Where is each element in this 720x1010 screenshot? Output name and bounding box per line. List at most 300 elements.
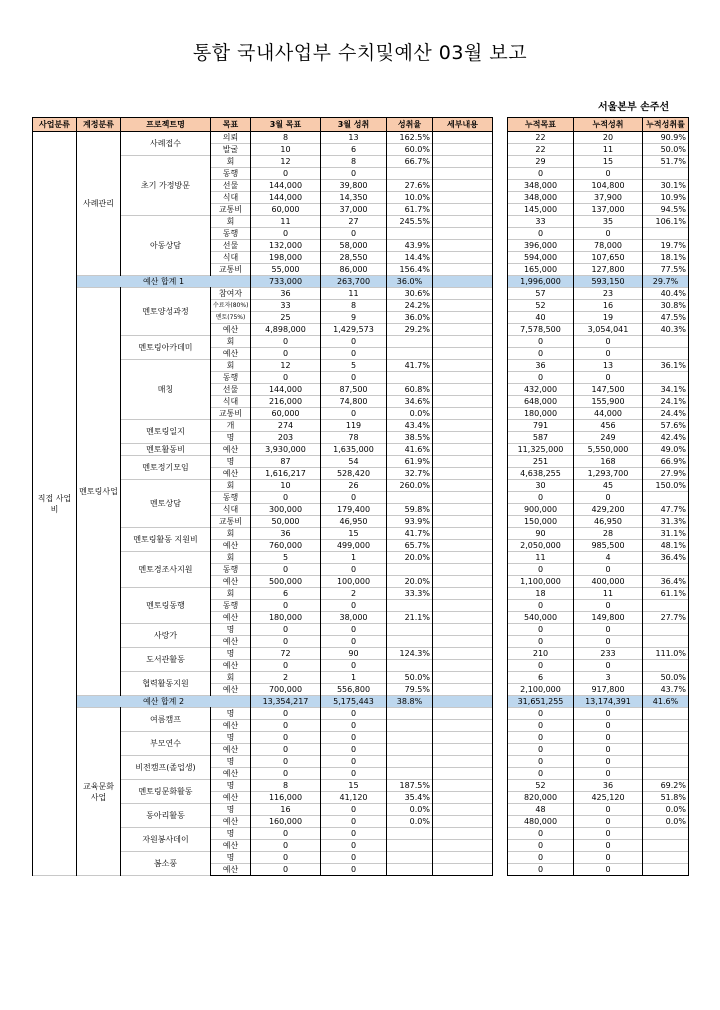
cumulative-rate-cell: 40.3% — [643, 324, 689, 336]
cumulative-rate-cell: 50.0% — [643, 144, 689, 156]
cumulative-row — [508, 180, 689, 192]
cumulative-achieved-cell: 19 — [574, 312, 643, 324]
header-cell: 사업분류 — [33, 118, 77, 132]
target-cell: 55,000 — [251, 264, 321, 276]
achieved-cell: 0 — [321, 228, 387, 240]
cumulative-row — [508, 168, 689, 180]
metric-cell: 명 — [211, 456, 251, 468]
cumulative-achieved-cell: 4 — [574, 552, 643, 564]
project-name-cell: 멘토링활동 지원비 — [121, 528, 211, 552]
rate-cell — [387, 564, 433, 576]
achieved-cell: 0 — [321, 492, 387, 504]
cumulative-rate-cell — [643, 168, 689, 180]
cumulative-achieved-cell: 0 — [574, 660, 643, 672]
cumulative-target-cell: 0 — [508, 168, 574, 180]
target-cell: 12 — [251, 156, 321, 168]
target-cell: 116,000 — [251, 792, 321, 804]
project-name-cell: 아동상담 — [121, 216, 211, 276]
target-cell: 144,000 — [251, 384, 321, 396]
cumulative-achieved-cell: 20 — [574, 132, 643, 144]
project-name-cell: 도서관활동 — [121, 648, 211, 672]
cumulative-rate-cell: 0.0% — [643, 816, 689, 828]
subtotal-label: 예산 합계 1 — [77, 276, 251, 288]
detail-cell — [433, 336, 493, 348]
cumulative-target-cell: 396,000 — [508, 240, 574, 252]
achieved-cell: 0 — [321, 720, 387, 732]
subtotal-row — [33, 276, 493, 288]
metric-cell: 예산 — [211, 864, 251, 876]
cumulative-row — [508, 792, 689, 804]
cumulative-rate-cell: 49.0% — [643, 444, 689, 456]
detail-cell — [433, 360, 493, 372]
cumulative-achieved-cell: 149,800 — [574, 612, 643, 624]
cumulative-achieved-cell: 0 — [574, 492, 643, 504]
rate-cell: 41.7% — [387, 360, 433, 372]
rate-cell: 245.5% — [387, 216, 433, 228]
achieved-cell: 0 — [321, 804, 387, 816]
achieved-cell: 100,000 — [321, 576, 387, 588]
metric-cell: 교통비 — [211, 516, 251, 528]
cumulative-achieved-cell: 23 — [574, 288, 643, 300]
cumulative-achieved-cell: 11 — [574, 588, 643, 600]
detail-cell — [433, 480, 493, 492]
detail-cell — [433, 564, 493, 576]
detail-cell — [433, 588, 493, 600]
header-cell: 누적성취률 — [643, 118, 689, 132]
target-cell: 0 — [251, 864, 321, 876]
cumulative-rate-cell: 57.6% — [643, 420, 689, 432]
achieved-cell: 11 — [321, 288, 387, 300]
cumulative-achieved-cell: 127,800 — [574, 264, 643, 276]
cumulative-target-cell: 791 — [508, 420, 574, 432]
cumulative-row — [508, 264, 689, 276]
project-name-cell: 자원봉사데이 — [121, 828, 211, 852]
cumulative-target-cell: 0 — [508, 336, 574, 348]
rate-cell: 156.4% — [387, 264, 433, 276]
cumulative-target-cell: 0 — [508, 228, 574, 240]
rate-cell: 162.5% — [387, 132, 433, 144]
rate-cell: 34.6% — [387, 396, 433, 408]
project-name-cell: 멘토활동비 — [121, 444, 211, 456]
cumulative-row — [508, 504, 689, 516]
cumulative-achieved-cell: 0 — [574, 168, 643, 180]
metric-cell: 회 — [211, 360, 251, 372]
rate-cell: 60.8% — [387, 384, 433, 396]
detail-cell — [433, 768, 493, 780]
metric-cell: 예산 — [211, 612, 251, 624]
detail-cell — [433, 780, 493, 792]
detail-cell — [433, 792, 493, 804]
rate-cell — [387, 168, 433, 180]
target-cell: 8 — [251, 780, 321, 792]
cumulative-rate-cell — [643, 708, 689, 720]
metric-cell: 명 — [211, 648, 251, 660]
project-name-cell: 멘토상담 — [121, 480, 211, 528]
cumulative-target-cell: 0 — [508, 768, 574, 780]
target-cell: 0 — [251, 756, 321, 768]
target-cell: 144,000 — [251, 192, 321, 204]
cumulative-target-cell: 29 — [508, 156, 574, 168]
cumulative-target-cell: 52 — [508, 300, 574, 312]
achieved-cell: 0 — [321, 564, 387, 576]
achieved-cell: 1 — [321, 672, 387, 684]
metric-cell: 명 — [211, 732, 251, 744]
cumulative-achieved-cell: 0 — [574, 348, 643, 360]
target-cell: 0 — [251, 732, 321, 744]
cumulative-rate-cell: 111.0% — [643, 648, 689, 660]
metric-cell: 회 — [211, 480, 251, 492]
cumulative-rate-cell: 19.7% — [643, 240, 689, 252]
cumulative-target-cell: 432,000 — [508, 384, 574, 396]
cumulative-target-cell: 0 — [508, 732, 574, 744]
project-name-cell: 매칭 — [121, 360, 211, 420]
detail-cell — [433, 864, 493, 876]
cumulative-row — [508, 648, 689, 660]
cumulative-row — [508, 480, 689, 492]
rate-cell — [387, 492, 433, 504]
cumulative-achieved-cell: 0 — [574, 828, 643, 840]
cumulative-target-cell: 11,325,000 — [508, 444, 574, 456]
cumulative-row — [508, 408, 689, 420]
cumulative-target-cell: 0 — [508, 564, 574, 576]
rate-cell — [387, 708, 433, 720]
cumulative-row — [508, 672, 689, 684]
metric-cell: 예산 — [211, 576, 251, 588]
cumulative-target-cell: 57 — [508, 288, 574, 300]
subtotal-row — [33, 696, 493, 708]
achieved-cell: 14,350 — [321, 192, 387, 204]
rate-cell: 79.5% — [387, 684, 433, 696]
cumulative-target-cell: 11 — [508, 552, 574, 564]
target-cell: 0 — [251, 564, 321, 576]
metric-cell: 교통비 — [211, 408, 251, 420]
cumulative-achieved-cell: 11 — [574, 144, 643, 156]
target-cell: 33 — [251, 300, 321, 312]
cumulative-target-cell: 4,638,255 — [508, 468, 574, 480]
cumulative-rate-cell — [643, 492, 689, 504]
metric-cell: 명 — [211, 756, 251, 768]
cumulative-target-cell: 0 — [508, 624, 574, 636]
cumulative-rate-cell — [643, 636, 689, 648]
cumulative-achieved-cell: 0 — [574, 564, 643, 576]
target-cell: 0 — [251, 660, 321, 672]
header-cell: 3월 성취 — [321, 118, 387, 132]
cumulative-achieved-cell: 0 — [574, 852, 643, 864]
cumulative-row — [508, 588, 689, 600]
detail-cell — [433, 468, 493, 480]
cumulative-achieved-cell: 985,500 — [574, 540, 643, 552]
cumulative-target-cell: 40 — [508, 312, 574, 324]
target-cell: 700,000 — [251, 684, 321, 696]
cumulative-row — [508, 636, 689, 648]
cumulative-row — [508, 348, 689, 360]
target-cell: 10 — [251, 480, 321, 492]
cumulative-row — [508, 528, 689, 540]
rate-cell: 124.3% — [387, 648, 433, 660]
cumulative-rate-cell — [643, 744, 689, 756]
achieved-cell: 0 — [321, 756, 387, 768]
metric-cell: 예산 — [211, 720, 251, 732]
metric-cell: 동행 — [211, 372, 251, 384]
cumulative-target-cell: 7,578,500 — [508, 324, 574, 336]
target-cell: 1,616,217 — [251, 468, 321, 480]
cumulative-target-cell: 348,000 — [508, 192, 574, 204]
rate-cell: 0.0% — [387, 408, 433, 420]
detail-cell — [433, 228, 493, 240]
achieved-cell: 87,500 — [321, 384, 387, 396]
cumulative-achieved-cell: 917,800 — [574, 684, 643, 696]
cumulative-row — [508, 540, 689, 552]
target-cell: 72 — [251, 648, 321, 660]
rate-cell — [387, 864, 433, 876]
rate-cell — [387, 768, 433, 780]
cumulative-target-cell: 180,000 — [508, 408, 574, 420]
cumulative-achieved-cell: 137,000 — [574, 204, 643, 216]
target-cell: 132,000 — [251, 240, 321, 252]
detail-cell — [433, 204, 493, 216]
cumulative-row — [508, 720, 689, 732]
cumulative-achieved-cell: 0 — [574, 720, 643, 732]
rate-cell: 20.0% — [387, 576, 433, 588]
metric-cell: 예산 — [211, 840, 251, 852]
detail-cell — [433, 312, 493, 324]
subtotal-value: 733,000 — [251, 276, 321, 288]
metric-cell: 식대 — [211, 504, 251, 516]
achieved-cell: 8 — [321, 156, 387, 168]
cumulative-subtotal-value: 1,996,000 — [508, 276, 574, 288]
achieved-cell: 1,429,573 — [321, 324, 387, 336]
rate-cell: 30.6% — [387, 288, 433, 300]
cumulative-achieved-cell: 0 — [574, 600, 643, 612]
business-class-cell: 직접 사업비 — [33, 132, 77, 876]
target-cell: 300,000 — [251, 504, 321, 516]
cumulative-row — [508, 288, 689, 300]
metric-cell: 식대 — [211, 192, 251, 204]
cumulative-rate-cell: 36.4% — [643, 576, 689, 588]
account-class-cell: 멘토링사업 — [77, 288, 121, 696]
metric-cell: 예산 — [211, 348, 251, 360]
cumulative-row — [508, 432, 689, 444]
target-cell: 60,000 — [251, 408, 321, 420]
cumulative-achieved-cell: 104,800 — [574, 180, 643, 192]
cumulative-rate-cell: 36.1% — [643, 360, 689, 372]
cumulative-row — [508, 492, 689, 504]
cumulative-rate-cell — [643, 660, 689, 672]
metric-cell: 명 — [211, 780, 251, 792]
cumulative-target-cell: 587 — [508, 432, 574, 444]
cumulative-row — [508, 840, 689, 852]
cumulative-row — [508, 600, 689, 612]
rate-cell: 65.7% — [387, 540, 433, 552]
cumulative-subtotal-row — [508, 276, 689, 288]
cumulative-target-cell: 594,000 — [508, 252, 574, 264]
detail-cell — [433, 732, 493, 744]
project-name-cell: 초기 가정방문 — [121, 156, 211, 216]
cumulative-row — [508, 804, 689, 816]
target-cell: 0 — [251, 228, 321, 240]
cumulative-rate-cell — [643, 372, 689, 384]
achieved-cell: 0 — [321, 408, 387, 420]
cumulative-rate-cell: 40.4% — [643, 288, 689, 300]
cumulative-row — [508, 864, 689, 876]
achieved-cell: 0 — [321, 744, 387, 756]
cumulative-achieved-cell: 0 — [574, 636, 643, 648]
target-cell: 0 — [251, 840, 321, 852]
metric-cell: 선물 — [211, 240, 251, 252]
target-cell: 160,000 — [251, 816, 321, 828]
target-cell: 203 — [251, 432, 321, 444]
detail-cell — [433, 252, 493, 264]
cumulative-row — [508, 816, 689, 828]
rate-cell — [387, 336, 433, 348]
cumulative-row — [508, 420, 689, 432]
account-class-cell: 교육문화 사업 — [77, 708, 121, 876]
detail-cell — [433, 216, 493, 228]
cumulative-subtotal-value: 593,150 — [574, 276, 643, 288]
cumulative-achieved-cell: 13 — [574, 360, 643, 372]
rate-cell: 33.3% — [387, 588, 433, 600]
rate-cell: 59.8% — [387, 504, 433, 516]
metric-cell: 예산 — [211, 744, 251, 756]
target-cell: 2 — [251, 672, 321, 684]
project-name-cell: 부모연수 — [121, 732, 211, 756]
detail-cell — [433, 396, 493, 408]
metric-cell: 회 — [211, 216, 251, 228]
cumulative-achieved-cell: 233 — [574, 648, 643, 660]
target-cell: 0 — [251, 492, 321, 504]
cumulative-rate-cell: 66.9% — [643, 456, 689, 468]
rate-cell: 29.2% — [387, 324, 433, 336]
detail-cell — [433, 804, 493, 816]
header-cell: 3월 목표 — [251, 118, 321, 132]
cumulative-row — [508, 756, 689, 768]
target-cell: 180,000 — [251, 612, 321, 624]
cumulative-rate-cell — [643, 732, 689, 744]
cumulative-achieved-cell: 0 — [574, 816, 643, 828]
detail-cell — [433, 456, 493, 468]
detail-cell — [433, 300, 493, 312]
achieved-cell: 9 — [321, 312, 387, 324]
cumulative-target-cell: 52 — [508, 780, 574, 792]
project-name-cell: 사례접수 — [121, 132, 211, 156]
target-cell: 0 — [251, 372, 321, 384]
subtotal-value: 38.8% — [387, 696, 433, 708]
metric-cell: 수료자(80%) — [211, 300, 251, 312]
cumulative-achieved-cell: 46,950 — [574, 516, 643, 528]
target-cell: 60,000 — [251, 204, 321, 216]
cumulative-target-cell: 251 — [508, 456, 574, 468]
achieved-cell: 556,800 — [321, 684, 387, 696]
rate-cell: 0.0% — [387, 804, 433, 816]
achieved-cell: 58,000 — [321, 240, 387, 252]
target-cell: 216,000 — [251, 396, 321, 408]
metric-cell: 발굴 — [211, 144, 251, 156]
cumulative-achieved-cell: 36 — [574, 780, 643, 792]
cumulative-target-cell: 210 — [508, 648, 574, 660]
rate-cell — [387, 348, 433, 360]
cumulative-rate-cell: 150.0% — [643, 480, 689, 492]
cumulative-row — [508, 456, 689, 468]
cumulative-target-cell: 0 — [508, 720, 574, 732]
achieved-cell: 54 — [321, 456, 387, 468]
project-name-cell: 멘토정기모임 — [121, 456, 211, 480]
metric-cell: 동행 — [211, 492, 251, 504]
detail-cell — [433, 708, 493, 720]
detail-cell — [433, 852, 493, 864]
detail-cell — [433, 324, 493, 336]
project-name-cell: 멘토링일지 — [121, 420, 211, 444]
cumulative-subtotal-value: 41.6% — [643, 696, 689, 708]
rate-cell — [387, 720, 433, 732]
cumulative-rate-cell: 34.1% — [643, 384, 689, 396]
cumulative-row — [508, 684, 689, 696]
cumulative-achieved-cell: 1,293,700 — [574, 468, 643, 480]
achieved-cell: 0 — [321, 168, 387, 180]
detail-cell — [433, 168, 493, 180]
subtotal-label: 예산 합계 2 — [77, 696, 251, 708]
project-name-cell: 협력활동지원 — [121, 672, 211, 696]
cumulative-rate-cell: 30.1% — [643, 180, 689, 192]
header-cell: 성취율 — [387, 118, 433, 132]
cumulative-achieved-cell: 429,200 — [574, 504, 643, 516]
achieved-cell: 119 — [321, 420, 387, 432]
cumulative-row — [508, 780, 689, 792]
subtotal-detail — [433, 276, 493, 288]
cumulative-rate-cell: 51.8% — [643, 792, 689, 804]
rate-cell — [387, 756, 433, 768]
cumulative-row — [508, 252, 689, 264]
metric-cell: 식대 — [211, 252, 251, 264]
detail-cell — [433, 132, 493, 144]
header-cell: 목표 — [211, 118, 251, 132]
cumulative-achieved-cell: 425,120 — [574, 792, 643, 804]
metric-cell: 예산 — [211, 444, 251, 456]
achieved-cell: 0 — [321, 828, 387, 840]
metric-cell: 개 — [211, 420, 251, 432]
metric-cell: 동행 — [211, 564, 251, 576]
cumulative-rate-cell: 50.0% — [643, 672, 689, 684]
header-cell: 세부내용 — [433, 118, 493, 132]
rate-cell: 14.4% — [387, 252, 433, 264]
rate-cell: 260.0% — [387, 480, 433, 492]
cumulative-target-cell: 33 — [508, 216, 574, 228]
rate-cell: 10.0% — [387, 192, 433, 204]
cumulative-achieved-cell: 0 — [574, 336, 643, 348]
cumulative-achieved-cell: 37,900 — [574, 192, 643, 204]
cumulative-row — [508, 612, 689, 624]
detail-cell — [433, 600, 493, 612]
target-cell: 144,000 — [251, 180, 321, 192]
rate-cell: 93.9% — [387, 516, 433, 528]
cumulative-row — [508, 624, 689, 636]
cumulative-row — [508, 312, 689, 324]
detail-cell — [433, 408, 493, 420]
achieved-cell: 86,000 — [321, 264, 387, 276]
cumulative-target-cell: 900,000 — [508, 504, 574, 516]
header-cell: 누적목표 — [508, 118, 574, 132]
cumulative-target-cell: 540,000 — [508, 612, 574, 624]
cumulative-achieved-cell: 400,000 — [574, 576, 643, 588]
rate-cell — [387, 372, 433, 384]
detail-cell — [433, 840, 493, 852]
cumulative-achieved-cell: 0 — [574, 864, 643, 876]
cumulative-achieved-cell: 0 — [574, 840, 643, 852]
cumulative-target-cell: 820,000 — [508, 792, 574, 804]
achieved-cell: 0 — [321, 816, 387, 828]
achieved-cell: 27 — [321, 216, 387, 228]
cumulative-target-cell: 0 — [508, 828, 574, 840]
header-cell: 계정분류 — [77, 118, 121, 132]
